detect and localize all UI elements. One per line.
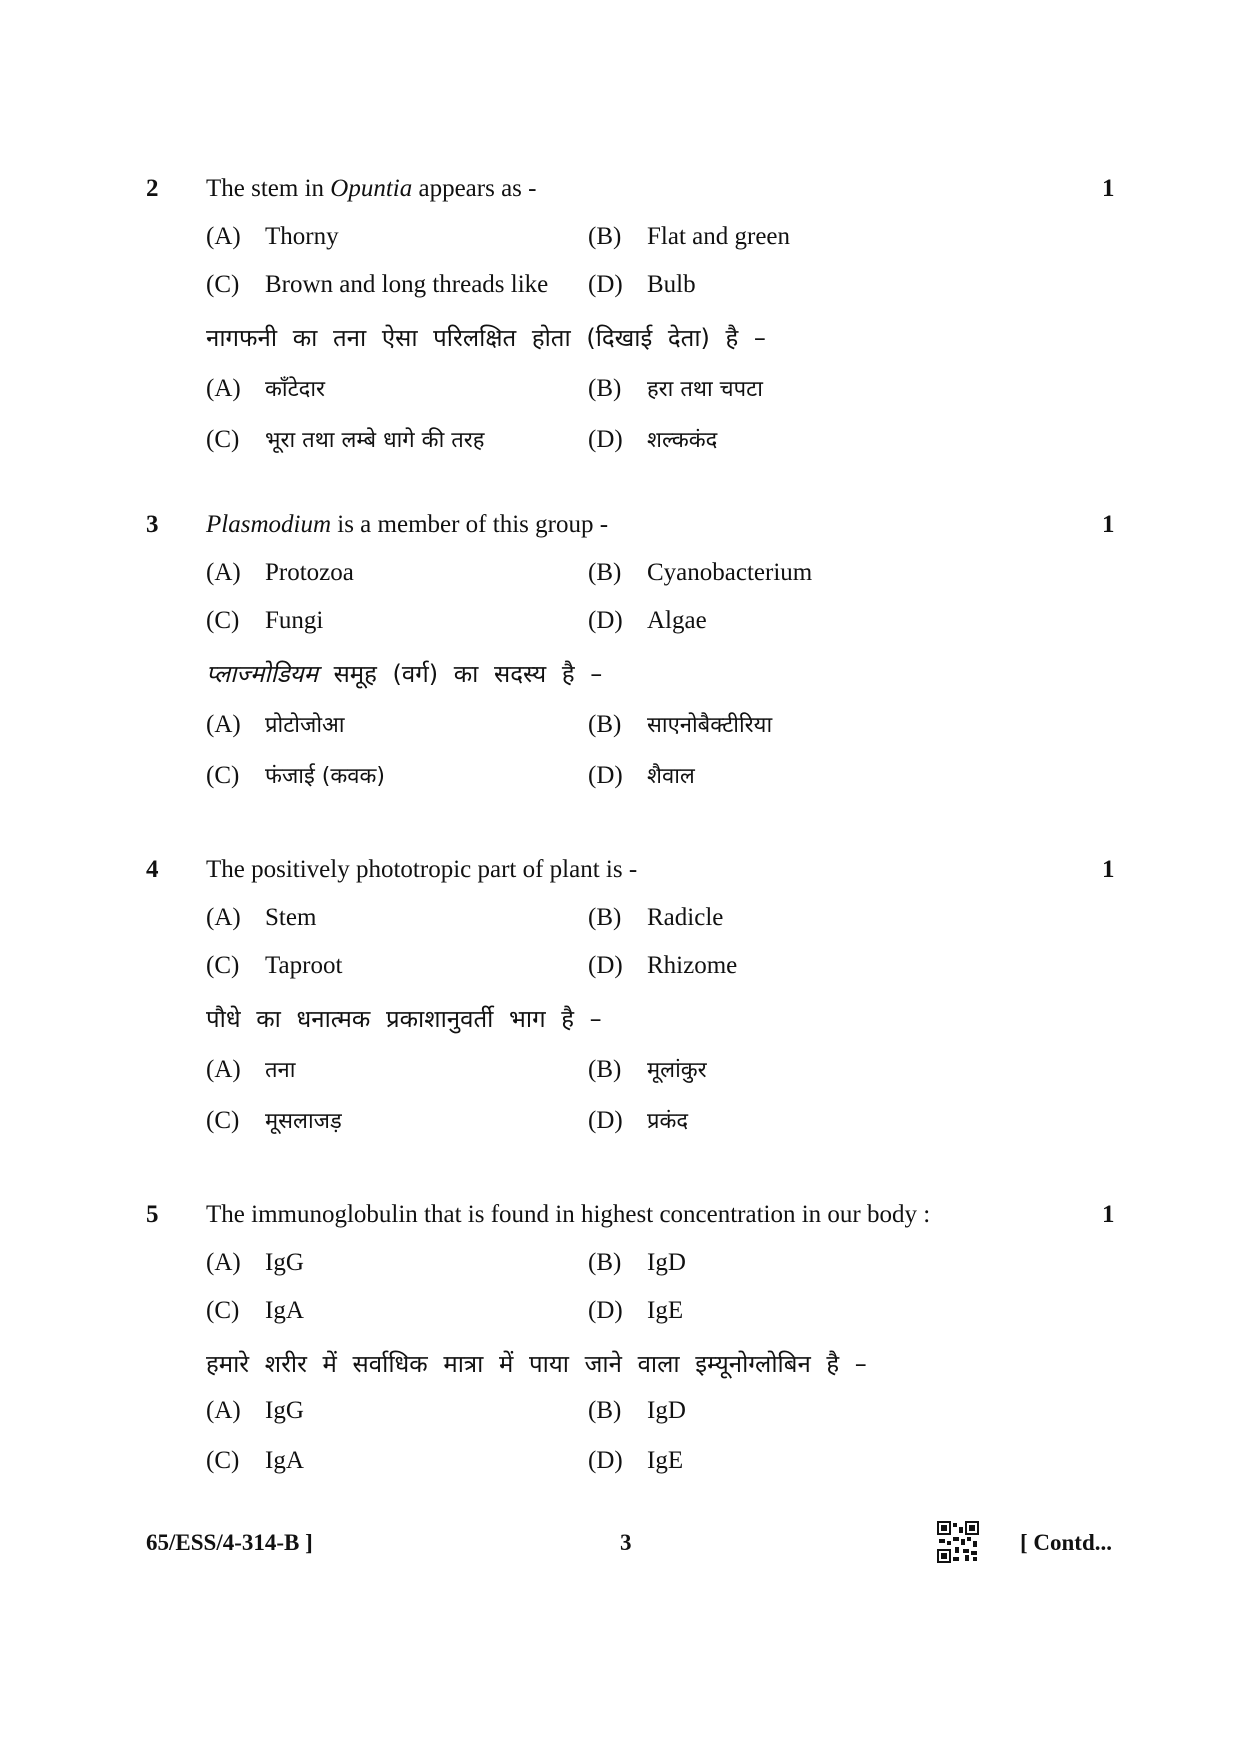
- question-marks: 1: [1102, 175, 1115, 202]
- question-text: The positively phototropic part of plant is -: [206, 856, 638, 883]
- hindi-option-a: (A) प्रोटोजोआ: [206, 711, 345, 738]
- qr-code-icon: [937, 1521, 979, 1563]
- question-marks: 1: [1102, 511, 1115, 538]
- hindi-option-a: (A) तना: [206, 1056, 296, 1083]
- hindi-option-d: (D) शैवाल: [588, 762, 695, 789]
- option-d: (D) Algae: [588, 607, 707, 634]
- hindi-option-d: (D) शल्ककंद: [588, 426, 718, 453]
- option-d: (D) IgE: [588, 1297, 684, 1324]
- question-text: The stem in Opuntia appears as -: [206, 175, 537, 202]
- hindi-option-b: (B) साएनोबैक्टीरिया: [588, 711, 773, 738]
- option-a: (A) Thorny: [206, 223, 339, 250]
- question-line: [0, 856, 1240, 892]
- option-b: (B) Radicle: [588, 904, 724, 931]
- question-text: The immunoglobulin that is found in highest concentration in our body :: [206, 1201, 931, 1228]
- option-c: (C) Fungi: [206, 607, 324, 634]
- hindi-question-text: पौधे का धनात्मक प्रकाशानुवर्ती भाग है –: [206, 1005, 602, 1033]
- question-number: 3: [146, 511, 159, 538]
- hindi-option-b: (B) हरा तथा चपटा: [588, 375, 763, 402]
- page-footer: [0, 1530, 1240, 1570]
- option-c: (C) Brown and long threads like: [206, 271, 549, 298]
- option-c: (C) Taproot: [206, 952, 343, 979]
- option-a: (A) Protozoa: [206, 559, 354, 586]
- paper-code: 65/ESS/4-314-B ]: [146, 1530, 313, 1555]
- question-number: 4: [146, 856, 159, 883]
- page-number: 3: [620, 1530, 632, 1555]
- hindi-option-c: (C) मूसलाजड़: [206, 1107, 342, 1134]
- question-line: [0, 1201, 1240, 1237]
- question-line: [0, 511, 1240, 547]
- hindi-option-a: (A) काँटेदार: [206, 375, 326, 402]
- hindi-option-a: (A) IgG: [206, 1397, 304, 1424]
- hindi-option-c: (C) भूरा तथा लम्बे धागे की तरह: [206, 426, 485, 453]
- hindi-option-c: (C) फंजाई (कवक): [206, 762, 385, 789]
- option-b: (B) IgD: [588, 1249, 686, 1276]
- question-marks: 1: [1102, 856, 1115, 883]
- option-a: (A) Stem: [206, 904, 317, 931]
- hindi-question-text: प्लाज्मोडियम समूह (वर्ग) का सदस्य है –: [206, 660, 603, 688]
- option-b: (B) Flat and green: [588, 223, 791, 250]
- hindi-question-text: हमारे शरीर में सर्वाधिक मात्रा में पाया जाने वाला इम्यूनोग्लोबिन है –: [206, 1350, 867, 1378]
- option-d: (D) Bulb: [588, 271, 696, 298]
- hindi-option-b: (B) IgD: [588, 1397, 686, 1424]
- hindi-option-d: (D) प्रकंद: [588, 1107, 689, 1134]
- option-b: (B) Cyanobacterium: [588, 559, 813, 586]
- hindi-question-text: नागफनी का तना ऐसा परिलक्षित होता (दिखाई देता) है –: [206, 324, 766, 352]
- hindi-option-c: (C) IgA: [206, 1447, 304, 1474]
- hindi-option-d: (D) IgE: [588, 1447, 684, 1474]
- question-number: 5: [146, 1201, 159, 1228]
- question-line: [0, 175, 1240, 211]
- option-a: (A) IgG: [206, 1249, 304, 1276]
- option-d: (D) Rhizome: [588, 952, 738, 979]
- continued-marker: [ Contd...: [1020, 1530, 1113, 1555]
- hindi-option-b: (B) मूलांकुर: [588, 1056, 707, 1083]
- option-c: (C) IgA: [206, 1297, 304, 1324]
- question-marks: 1: [1102, 1201, 1115, 1228]
- question-text: Plasmodium is a member of this group -: [206, 511, 609, 538]
- question-number: 2: [146, 175, 159, 202]
